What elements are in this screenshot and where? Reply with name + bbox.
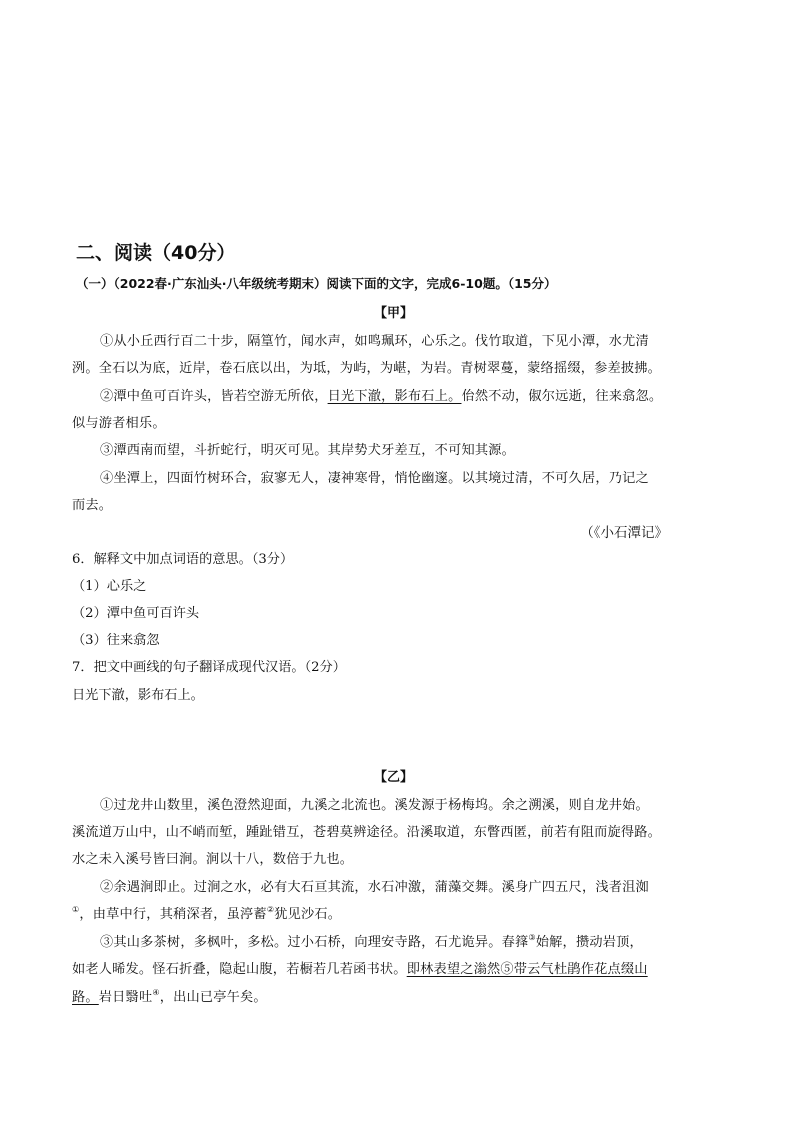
jia-p2-text-a: ②潭中鱼可百许头，皆若空游无所依， bbox=[100, 389, 328, 404]
yi-p3-text-b: 始解，攒动岩顶， bbox=[535, 935, 643, 950]
footnote-4: ④ bbox=[152, 988, 160, 997]
jia-underlined-sentence: 日光下澈，影布石上。 bbox=[327, 389, 462, 404]
section-title: 二、阅读（40分） bbox=[76, 242, 236, 264]
section-subtitle: （一）（2022春·广东汕头·八年级统考期末）阅读下面的文字，完成6-10题。（15分） bbox=[76, 276, 557, 291]
yi-p2-text-b: 犹见沙石。 bbox=[274, 907, 342, 922]
yi-p3-line3 bbox=[72, 986, 678, 1005]
yi-p1-line3: 水之未入溪号皆曰涧。涧以十八，数倍于九也。 bbox=[72, 852, 354, 867]
yi-p3-text-c: 如老人晞发。怪石折叠，隐起山腹，若橱若几若函书状。 bbox=[72, 962, 407, 977]
yi-p3-line1 bbox=[100, 931, 706, 950]
yi-underlined-sentence-part2: 路。 bbox=[72, 990, 99, 1005]
yi-p3-text-a: ③其山多茶树，多枫叶，多松。过小石桥，向理安寺路，石尤诡异。春箨 bbox=[100, 935, 529, 950]
yi-p1-line2: 溪流道万山中，山不峭而堑，踵趾错互，苍碧莫辨途径。沿溪取道，东瞥西匿，前若有阻而旋得路。 bbox=[72, 825, 662, 840]
question-7-sentence: 日光下澈，影布石上。 bbox=[72, 688, 204, 703]
yi-p3-text-d: 岩日翳吐 bbox=[98, 990, 153, 1005]
jia-p4-line2: 而去。 bbox=[72, 498, 113, 513]
jia-p2-text-b: 佁然不动，俶尔远逝，往来翕忽。 bbox=[461, 389, 663, 404]
jia-p2-line1 bbox=[100, 385, 706, 404]
passage-yi-heading: 【乙】 bbox=[374, 770, 414, 785]
jia-p2-line2: 似与游者相乐。 bbox=[72, 416, 166, 431]
jia-p1-line2: 洌。全石以为底，近岸，卷石底以出，为坻，为屿，为嵁，为岩。青树翠蔓，蒙络摇缀，参差披拂。 bbox=[72, 361, 662, 376]
yi-p3-line2 bbox=[72, 958, 678, 977]
question-7: 7．把文中画线的句子翻译成现代汉语。（2分） bbox=[72, 660, 346, 675]
jia-p1-line1: ①从小丘西行百二十步，隔篁竹，闻水声，如鸣珮环，心乐之。伐竹取道，下见小潭，水尤清 bbox=[100, 334, 649, 349]
question-6-1: （1）心乐之 bbox=[72, 579, 147, 594]
footnote-2: ② bbox=[266, 905, 275, 914]
passage-jia-heading: 【甲】 bbox=[374, 306, 414, 321]
jia-p4-line1: ④坐潭上，四面竹树环合，寂寥无人，凄神寒骨，悄怆幽邃。以其境过清，不可久居，乃记之 bbox=[100, 471, 649, 486]
question-6-3: （3）往来翕忽 bbox=[72, 633, 160, 648]
yi-p2-line1: ②余遇涧即止。过涧之水，必有大石亘其流，水石冲激，蒲藻交舞。溪身广四五尺，浅者沮洳 bbox=[100, 880, 649, 895]
yi-p1-line1: ①过龙井山数里，溪色澄然迎面，九溪之北流也。溪发源于杨梅坞。余之溯溪，则自龙井始。 bbox=[100, 798, 649, 813]
question-6-2: （2）潭中鱼可百许头 bbox=[72, 606, 200, 621]
footnote-3: ③ bbox=[528, 933, 536, 942]
yi-p2-line2 bbox=[72, 903, 678, 922]
yi-p2-text-a: ，由草中行，其稍深者，虽渟蓄 bbox=[79, 907, 267, 922]
jia-p3: ③潭西南而望，斗折蛇行，明灭可见。其岸势犬牙差互，不可知其源。 bbox=[100, 443, 516, 458]
footnote-1: ① bbox=[72, 905, 80, 914]
question-6: 6．解释文中加点词语的意思。（3分） bbox=[72, 552, 294, 567]
yi-p3-text-e: ，出山已亭午矣。 bbox=[159, 990, 267, 1005]
jia-source: （《小石潭记》 bbox=[580, 525, 668, 541]
yi-underlined-sentence-part1: 即林表望之滃然⑤带云气杜鹃作花点缀山 bbox=[406, 962, 648, 977]
